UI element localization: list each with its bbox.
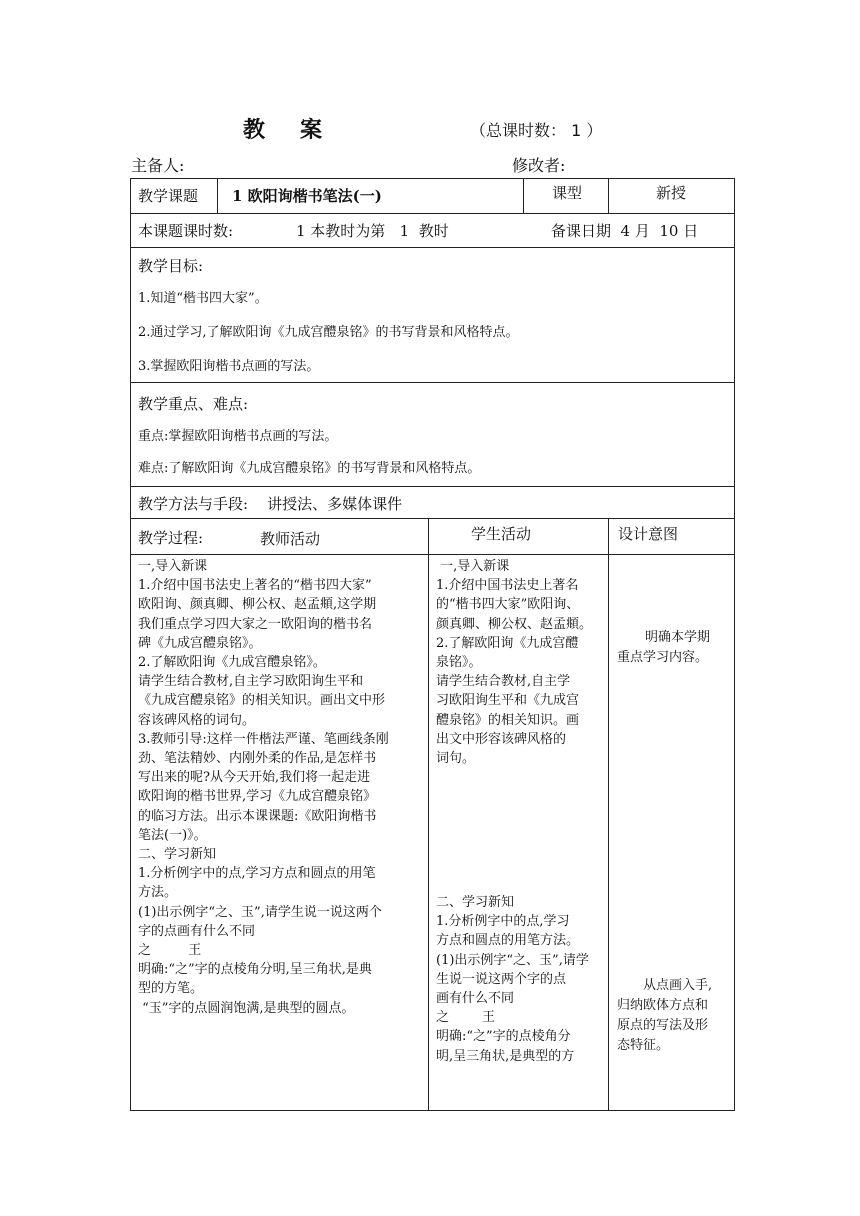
- author-label: 主备人:: [131, 156, 185, 175]
- table-line: [130, 382, 735, 383]
- title-char-1: 教: [243, 118, 267, 143]
- teacher-line: 碑《九成宫醴泉铭》。: [138, 635, 262, 651]
- student-line: 习欧阳询生平和《九成宫: [436, 693, 580, 709]
- teacher-line: (1)出示例字“之、玉”,请学生说一说这两个: [138, 904, 382, 920]
- teacher-line: 欧阳询、颜真卿、柳公权、赵孟頫,这学期: [138, 597, 377, 613]
- topic-value: 1 欧阳询楷书笔法(一): [232, 187, 382, 205]
- teacher-line: 劲、笔法精妙、内刚外柔的作品,是怎样书: [138, 751, 377, 767]
- design-line: 归纳欧体方点和: [617, 998, 709, 1013]
- teacher-line: 二、学习新知: [138, 847, 217, 863]
- teacher-line: 《九成宫醴泉铭》的相关知识。画出文中形: [138, 693, 386, 709]
- teacher-line: 容该碑风格的词句。: [138, 712, 256, 728]
- table-line: [130, 178, 735, 179]
- teacher-line: 请学生结合教材,自主学习欧阳询生平和: [138, 674, 364, 690]
- teacher-line: 型的方笔。: [138, 981, 204, 997]
- editor-label: 修改者:: [512, 156, 566, 175]
- table-line: [608, 518, 609, 1111]
- teacher-line: 明确:“之”字的点棱角分明,呈三角状,是典: [138, 962, 372, 978]
- design-line: 原点的写法及形: [617, 1018, 709, 1033]
- student-line: 出文中形容该碑风格的: [436, 731, 567, 747]
- table-line: [130, 247, 735, 248]
- objective-item: 1.知道“楷书四大家”。: [138, 291, 268, 306]
- teacher-line: 的临习方法。出示本课课题:《欧阳询楷书: [138, 808, 377, 824]
- student-line: 方点和圆点的用笔方法。: [436, 933, 580, 949]
- teacher-line: 1.分析例字中的点,学习方点和圆点的用笔: [138, 866, 376, 882]
- hours-value: 1 本教时为第 1 教时: [296, 222, 449, 240]
- design-intent-intro: [617, 628, 710, 668]
- student-line: 一,导入新课: [436, 559, 510, 574]
- teacher-line: 我们重点学习四大家之一欧阳询的楷书名: [138, 616, 373, 632]
- design-line: 重点学习内容。: [617, 650, 709, 665]
- design-line: 从点画入手,: [643, 978, 713, 993]
- design-intent-new: [617, 976, 712, 1056]
- student-line: 之 王: [436, 1010, 496, 1026]
- teacher-line: “玉”字的点圆润饱满,是典型的圆点。: [138, 1000, 355, 1016]
- table-line: [217, 178, 218, 213]
- table-line: [130, 554, 735, 555]
- objectives-label: 教学目标:: [138, 257, 204, 275]
- table-line: [130, 1110, 735, 1111]
- student-activity-intro: [436, 557, 592, 768]
- key-point: 重点:掌握欧阳询楷书点画的写法。: [138, 429, 338, 444]
- table-line: [130, 213, 735, 214]
- teacher-activity-header: 教师活动: [260, 530, 321, 548]
- teacher-line: 一,导入新课: [138, 559, 208, 574]
- type-label: 课型: [552, 184, 583, 202]
- student-line: 明确:“之”字的点棱角分: [436, 1029, 571, 1045]
- table-line: [608, 178, 609, 213]
- difficult-point: 难点:了解欧阳询《九成宫醴泉铭》的书写背景和风格特点。: [138, 461, 481, 476]
- objective-item: 3.掌握欧阳询楷书点画的写法。: [138, 359, 320, 374]
- teacher-line: 3.教师引导:这样一件楷法严谨、笔画线条刚: [138, 731, 389, 747]
- total-hours: （总课时数： 1 ）: [470, 121, 603, 140]
- student-line: 请学生结合教材,自主学: [436, 674, 571, 690]
- student-line: 生说一说这两个字的点: [436, 971, 567, 987]
- methods-text: 教学方法与手段: 讲授法、多媒体课件: [138, 495, 403, 513]
- student-line: 词句。: [436, 751, 476, 767]
- teacher-line: 方法。: [138, 885, 178, 901]
- student-line: 的“楷书四大家”欧阳询、: [436, 597, 580, 613]
- student-line: 1.分析例字中的点,学习: [436, 914, 570, 930]
- student-activity-header: 学生活动: [471, 525, 532, 543]
- title-char-2: 案: [300, 118, 324, 143]
- hours-label: 本课题课时数:: [138, 222, 234, 240]
- topic-label: 教学课题: [138, 187, 199, 205]
- student-line: 颜真卿、柳公权、赵孟頫。: [436, 616, 593, 632]
- teacher-line: 欧阳询的楷书世界,学习《九成宫醴泉铭》: [138, 789, 377, 805]
- design-line: 态特征。: [617, 1038, 670, 1053]
- teacher-activity: [138, 557, 389, 1018]
- student-line: 1.介绍中国书法史上著名: [436, 578, 579, 594]
- teacher-line: 笔法(一)》。: [138, 827, 207, 843]
- student-line: 泉铭》。: [436, 655, 482, 671]
- student-line: 2.了解欧阳询《九成宫醴: [436, 635, 579, 651]
- table-line: [523, 178, 524, 213]
- table-line: [130, 486, 735, 487]
- table-line: [130, 178, 131, 1111]
- student-activity-new: [436, 893, 589, 1066]
- student-line: 醴泉铭》的相关知识。画: [436, 712, 580, 728]
- date-label: 备课日期 4 月 10 日: [551, 222, 699, 240]
- student-line: 明,呈三角状,是典型的方: [436, 1048, 575, 1064]
- teacher-line: 字的点画有什么不同: [138, 923, 256, 939]
- process-label: 教学过程:: [138, 529, 204, 547]
- teacher-line: 之 王: [138, 943, 202, 959]
- type-value: 新授: [656, 184, 687, 202]
- key-points-label: 教学重点、难点:: [138, 395, 249, 413]
- teacher-line: 1.介绍中国书法史上著名的“楷书四大家”: [138, 578, 372, 594]
- design-intent-header: 设计意图: [618, 525, 679, 543]
- objective-item: 2.通过学习,了解欧阳询《九成宫醴泉铭》的书写背景和风格特点。: [138, 325, 519, 340]
- table-line: [734, 178, 735, 1111]
- student-line: 二、学习新知: [436, 895, 515, 910]
- page-title: [243, 113, 323, 144]
- teacher-line: 写出来的呢?从今天开始,我们将一起走进: [138, 770, 371, 786]
- student-line: 画有什么不同: [436, 991, 515, 1007]
- design-line: 明确本学期: [645, 630, 711, 645]
- teacher-line: 2.了解欧阳询《九成宫醴泉铭》。: [138, 655, 326, 671]
- table-line: [428, 518, 429, 1111]
- student-line: (1)出示例字“之、玉”,请学: [436, 952, 589, 968]
- table-line: [130, 518, 735, 519]
